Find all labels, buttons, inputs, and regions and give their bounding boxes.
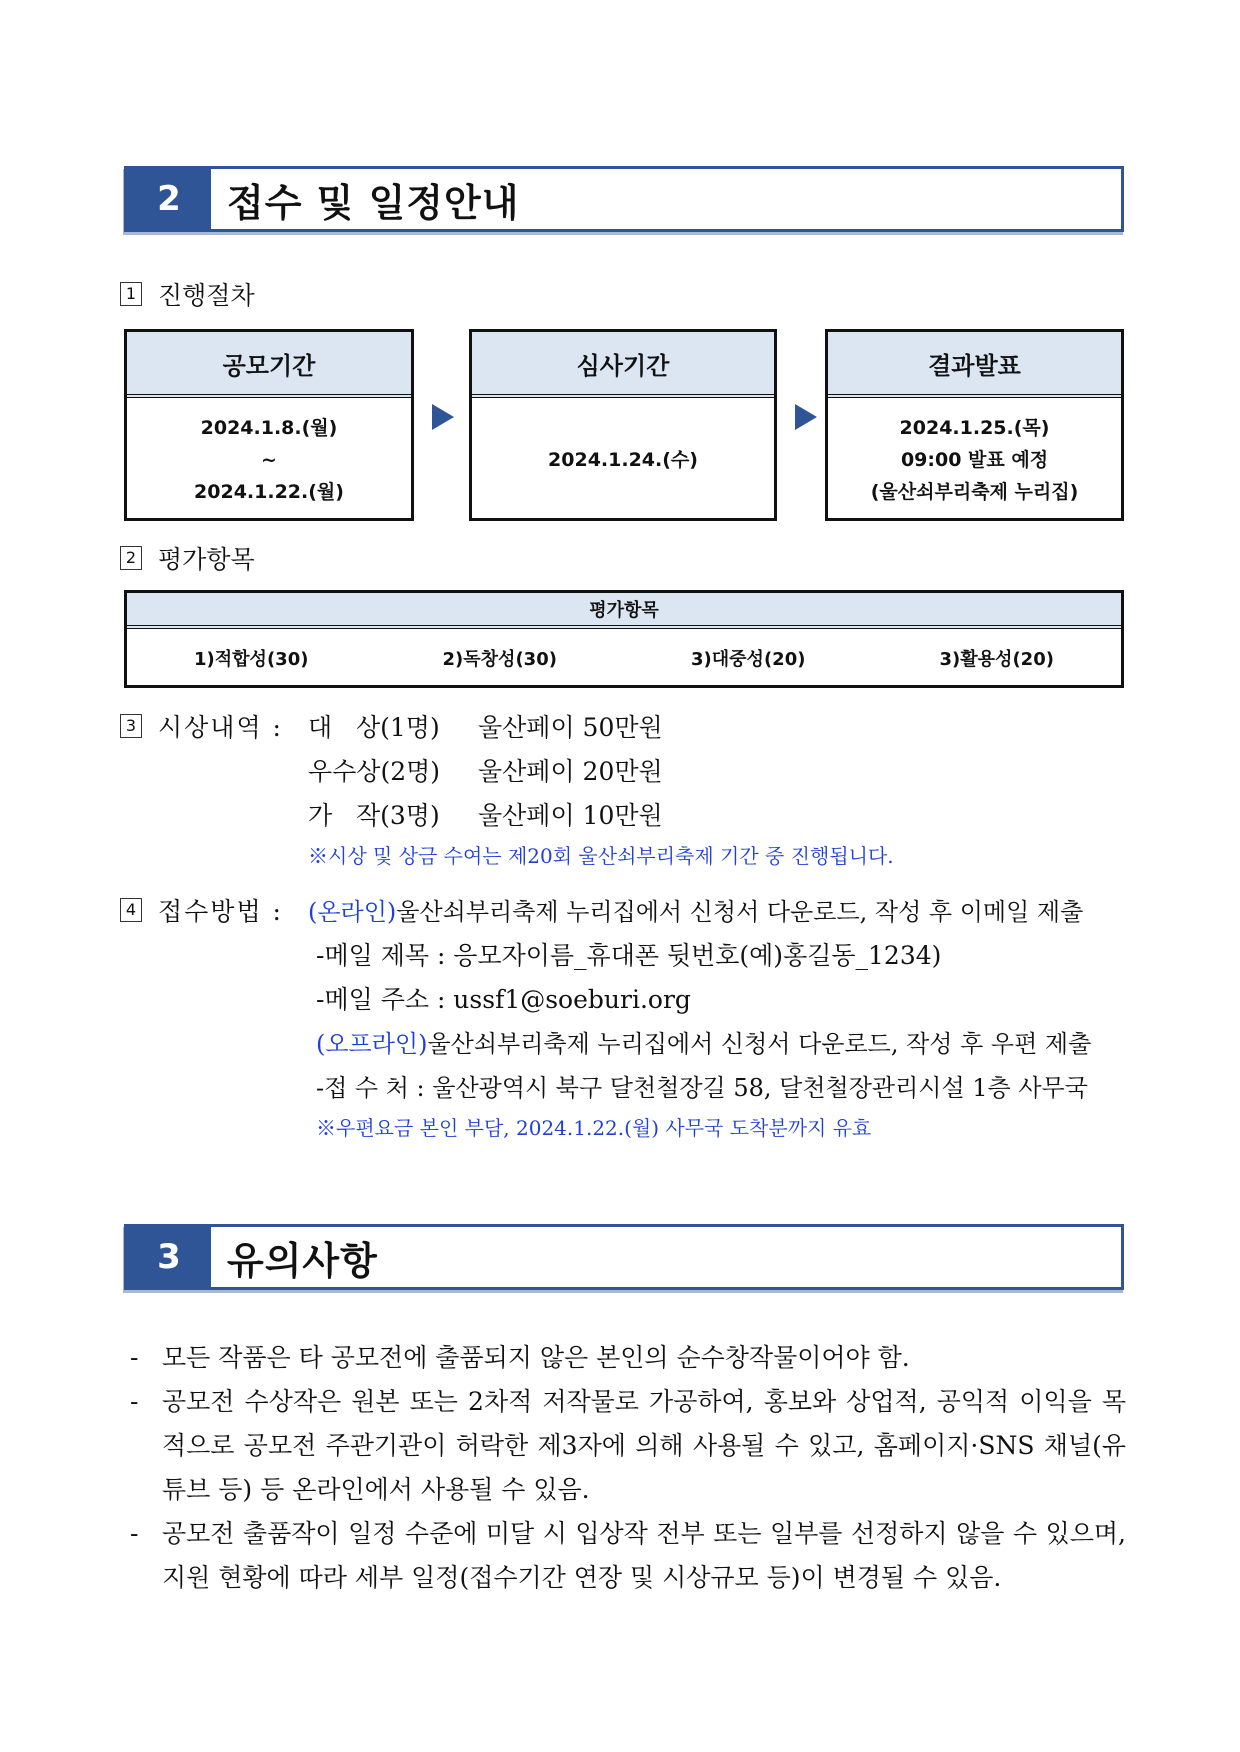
- section-2-header: [124, 166, 1124, 232]
- section-title: 유의사항: [211, 1227, 1121, 1287]
- dash-bullet: -: [130, 1387, 139, 1416]
- award-rank: 대 상(1명): [308, 713, 440, 742]
- arrow-right-icon: [795, 404, 817, 430]
- dash-bullet: -: [130, 1343, 139, 1372]
- section-title: 접수 및 일정안내: [211, 169, 1121, 229]
- process-line: 2024.1.8.(월): [200, 417, 338, 439]
- process-line: 2024.1.24.(수): [548, 449, 698, 471]
- evaluation-item: 3)활용성(20): [939, 649, 1054, 670]
- section-number: 2: [127, 169, 211, 229]
- item-1-label: [120, 276, 255, 312]
- item-number-box: 1: [120, 282, 142, 306]
- process-title: 결과발표: [828, 332, 1121, 398]
- item-number-box: 4: [120, 898, 142, 922]
- notice-item: [130, 1380, 1126, 1512]
- evaluation-header: 평가항목: [127, 593, 1121, 629]
- notice-text: 공모전 출품작이 일정 수준에 미달 시 입상작 전부 또는 일부를 선정하지 않을 수 있으며, 지원 현황에 따라 세부 일정(접수기간 연장 및 시상규모 등)이 변경될 수 있음.: [162, 1519, 1126, 1592]
- offline-method: [316, 1024, 1091, 1059]
- receiver-address: -접 수 처 : 울산광역시 북구 달천철장길 58, 달천철장관리시설 1층 사무국: [316, 1074, 1088, 1102]
- mail-subject: -메일 제목 : 응모자이름_휴대폰 뒷번호(예)홍길동_1234): [316, 941, 942, 970]
- item-3-label: [120, 708, 283, 744]
- award-rank: 가 작(3명): [308, 801, 440, 830]
- process-box-submission: [124, 329, 414, 521]
- item-2-label: [120, 540, 255, 576]
- process-title: 심사기간: [472, 332, 774, 398]
- online-tag: (온라인): [308, 898, 397, 926]
- submission-note: ※우편요금 본인 부담, 2024.1.22.(월) 사무국 도착분까지 유효: [316, 1116, 872, 1140]
- award-prize: 울산페이 50만원: [478, 713, 663, 742]
- process-line: ~: [261, 449, 277, 471]
- process-line: 2024.1.25.(목): [899, 417, 1050, 439]
- mail-address: -메일 주소 : ussf1@soeburi.org: [316, 985, 691, 1014]
- arrow-right-icon: [432, 404, 454, 430]
- process-box-announcement: [825, 329, 1124, 521]
- item-4-label: [120, 892, 283, 928]
- section-3-header: [124, 1224, 1124, 1290]
- process-line: 09:00 발표 예정: [900, 449, 1049, 471]
- process-title: 공모기간: [127, 332, 411, 398]
- evaluation-table: [124, 590, 1124, 688]
- notice-item: [130, 1336, 1126, 1380]
- process-line: (울산쇠부리축제 누리집): [870, 481, 1079, 503]
- process-line: 2024.1.22.(월): [194, 481, 344, 503]
- item-number-box: 3: [120, 714, 142, 738]
- notice-text: 모든 작품은 타 공모전에 출품되지 않은 본인의 순수창작물이어야 함.: [162, 1343, 910, 1372]
- evaluation-item: 2)독창성(30): [442, 649, 557, 670]
- evaluation-item: 1)적합성(30): [194, 649, 309, 670]
- online-method: [308, 892, 1083, 927]
- process-box-review: [469, 329, 777, 521]
- item-number-box: 2: [120, 546, 142, 570]
- section-number: 3: [127, 1227, 211, 1287]
- item-title: 평가항목: [158, 545, 255, 574]
- item-title: 접수방법 :: [158, 897, 283, 926]
- notice-item: [130, 1512, 1126, 1600]
- evaluation-item: 3)대중성(20): [691, 649, 806, 670]
- award-prize: 울산페이 20만원: [478, 757, 663, 786]
- item-title: 진행절차: [158, 281, 255, 310]
- notice-text: 공모전 수상작은 원본 또는 2차적 저작물로 가공하여, 홍보와 상업적, 공익적 이익을 목적으로 공모전 주관기관이 허락한 제3자에 의해 사용될 수 있고, 홈페이지·SNS 채널(유튜브 등) 등 온라인에서 사용될 수 있음.: [162, 1387, 1126, 1504]
- award-rank: 우수상(2명): [308, 757, 441, 786]
- dash-bullet: -: [130, 1519, 139, 1548]
- awards-note: ※시상 및 상금 수여는 제20회 울산쇠부리축제 기간 중 진행됩니다.: [308, 844, 894, 868]
- offline-text: 울산쇠부리축제 누리집에서 신청서 다운로드, 작성 후 우편 제출: [427, 1030, 1092, 1058]
- item-title: 시상내역 :: [158, 713, 283, 742]
- offline-tag: (오프라인): [316, 1030, 428, 1058]
- award-prize: 울산페이 10만원: [478, 801, 663, 830]
- online-text: 울산쇠부리축제 누리집에서 신청서 다운로드, 작성 후 이메일 제출: [396, 898, 1084, 926]
